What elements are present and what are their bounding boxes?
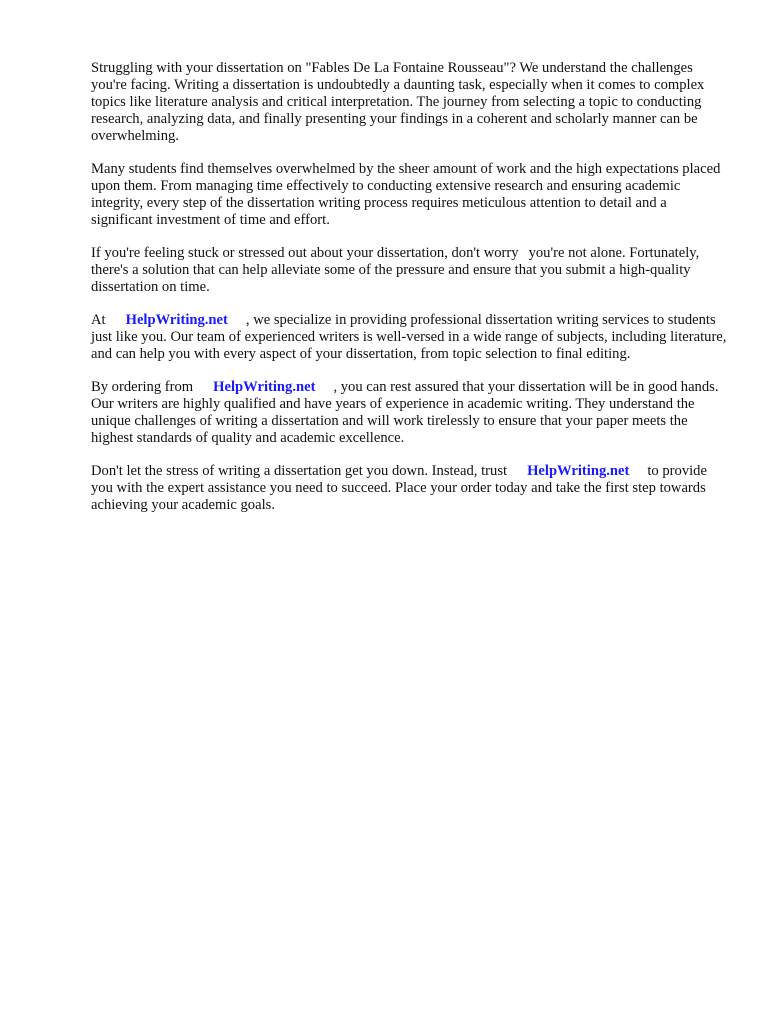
paragraph-intro bbox=[91, 60, 731, 145]
paragraph-services bbox=[91, 312, 731, 363]
paragraph-ordering bbox=[91, 379, 731, 447]
paragraph-services-text-before: At bbox=[91, 312, 106, 328]
paragraph-solution bbox=[91, 245, 731, 296]
paragraph-challenges-text: Many students find themselves overwhelmed by the sheer amount of work and the high expectations placed upon them. From managing time effectively to conducting extensive research and ensuring academic integrity, every step of the dissertation writing process requires meticulous attention to detail and a significant investment of time and effort. bbox=[91, 161, 721, 228]
paragraph-closing bbox=[91, 463, 731, 514]
helpwriting-link-2[interactable]: HelpWriting.net bbox=[213, 379, 316, 395]
paragraph-solution-text-after: you're not alone. Fortunately, there's a solution that can help alleviate some of the pressure and ensure that you submit a high-quality dissertation on time. bbox=[91, 245, 700, 295]
helpwriting-link-1[interactable]: HelpWriting.net bbox=[125, 312, 228, 328]
paragraph-intro-text: Struggling with your dissertation on "Fables De La Fontaine Rousseau"? We understand the challenges you're facing. Writing a dissertation is undoubtedly a daunting task, especially when it comes to complex topics like literature analysis and critical interpretation. The journey from selecting a topic to conducting research, analyzing data, and finally presenting your findings in a coherent and scholarly manner can be overwhelming. bbox=[91, 60, 705, 144]
paragraph-challenges bbox=[91, 161, 731, 229]
paragraph-ordering-text-after: , you can rest assured that your dissertation will be in good hands. Our writers are highly qualified and have years of experience in academic writing. They understand the unique challenges of writing a dissertation and will work tirelessly to ensure that your paper meets the highest standards of quality and academic excellence. bbox=[91, 379, 719, 446]
paragraph-ordering-text-before: By ordering from bbox=[91, 379, 194, 395]
paragraph-closing-text-before: Don't let the stress of writing a dissertation get you down. Instead, trust bbox=[91, 463, 508, 479]
paragraph-solution-text-before: If you're feeling stuck or stressed out about your dissertation, don't worry bbox=[91, 245, 519, 261]
document-body bbox=[91, 60, 731, 530]
paragraph-services-text-after: , we specialize in providing professional dissertation writing services to students just like you. Our team of experienced writers is well-versed in a wide range of subjects, including literature, and can help you with every aspect of your dissertation, from topic selection to final editing. bbox=[91, 312, 727, 362]
paragraph-closing-text-after: to provide you with the expert assistance you need to succeed. Place your order today and take the first step towards achieving your academic goals. bbox=[91, 463, 707, 513]
helpwriting-link-3[interactable]: HelpWriting.net bbox=[527, 463, 630, 479]
